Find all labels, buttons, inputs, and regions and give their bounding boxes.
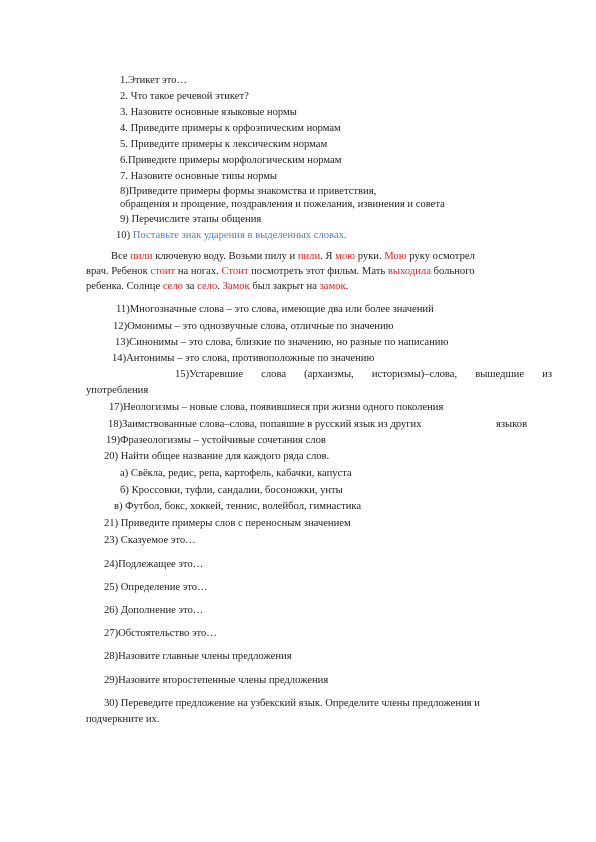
definition-15-cont: употребления <box>86 385 149 396</box>
question-4: 4. Приведите примеры к орфоэпическим нормам <box>120 123 341 134</box>
question-23: 23) Сказуемое это… <box>104 535 196 546</box>
definition-13: 13)Синонимы – это слова, близкие по значению, но разные по написанию <box>115 337 449 348</box>
question-30: 30) Переведите предложение на узбекский язык. Определите члены предложения и <box>104 698 480 709</box>
highlighted-word: Замок <box>222 281 250 292</box>
question-10 <box>116 229 347 242</box>
text-segment: врач. Ребенок <box>86 266 151 277</box>
text-segment: ключевую воду. Возьми пилу и <box>152 251 298 262</box>
highlighted-word: выходила <box>387 266 431 277</box>
question-26: 26) Дополнение это… <box>104 605 204 616</box>
definition-18: 18)Заимствованные слова–слова, попавшие в русский язык из других <box>108 419 422 430</box>
text-segment: больного <box>430 266 475 277</box>
question-20: 20) Найти общее название для каждого ряда слов. <box>104 451 330 462</box>
highlighted-word: село <box>162 281 183 292</box>
definition-19: 19)Фразеологизмы – устойчивые сочетания слов <box>106 435 326 446</box>
highlighted-word: замок <box>319 281 346 292</box>
question-25: 25) Определение это… <box>104 582 208 593</box>
question-9: 9) Перечислите этапы общения <box>120 214 262 225</box>
highlighted-word: пили <box>130 251 153 262</box>
text-segment: Все <box>111 251 131 262</box>
definition-18-tail: языков <box>496 419 528 430</box>
text-segment: ребенка. Солнце <box>86 281 163 292</box>
question-2: 2. Что такое речевой этикет? <box>120 91 249 102</box>
question-7: 7. Назовите основные типы нормы <box>120 171 278 182</box>
definition-17: 17)Неологизмы – новые слова, появившиеся при жизни одного поколения <box>109 402 444 413</box>
question-28: 28)Назовите главные члены предложения <box>104 651 292 662</box>
highlighted-word: пили <box>297 251 321 262</box>
definition-11: 11)Многозначные слова – это слова, имеющие два или более значений <box>116 304 434 315</box>
text-segment: был закрыт на <box>249 281 320 292</box>
question-20-item-a: а) Свёкла, редис, репа, картофель, кабачки, капуста <box>120 468 352 479</box>
question-6: 6.Приведите примеры морфологическим нормам <box>120 155 342 166</box>
text-segment: . <box>345 281 349 292</box>
question-29: 29)Назовите второстепенные члены предложения <box>104 675 329 686</box>
text-segment: посмотреть этот фильм. Мать <box>248 266 388 277</box>
question-20-item-c: в) Футбол, бокс, хоккей, теннис, волейбол, гимнастика <box>114 501 362 512</box>
question-8-cont: обращения и прощение, поздравления и пожелания, извинения и совета <box>120 199 445 210</box>
question-5: 5. Приведите примеры к лексическим нормам <box>120 139 328 150</box>
definition-15: 15)Устаревшие слова (архаизмы, историзмы)–слова, вышедшие из <box>175 369 552 380</box>
stress-line-3 <box>86 280 348 293</box>
question-10-text: Поставьте знак ударения в выделенных словах. <box>132 230 347 241</box>
highlighted-word: стоит <box>150 266 176 277</box>
stress-line-1 <box>111 250 475 263</box>
question-3: 3. Назовите основные языковые нормы <box>120 107 297 118</box>
highlighted-word: мою <box>335 251 356 262</box>
question-27: 27)Обстоятельство это… <box>104 628 217 639</box>
definition-14: 14)Антонимы – это слова, противоположные по значению <box>112 353 375 364</box>
highlighted-word: село <box>197 281 218 292</box>
text-segment: . <box>217 281 223 292</box>
question-30-cont: подчеркните их. <box>86 714 160 725</box>
text-segment: за <box>182 281 198 292</box>
highlighted-word: Стоит <box>221 266 249 277</box>
text-segment: . Я <box>320 251 336 262</box>
definition-12: 12)Омонимы – это однозвучные слова, отличные по значению <box>113 321 394 332</box>
question-21: 21) Приведите примеры слов с переносным значением <box>104 518 351 529</box>
question-20-item-b: б) Кроссовки, туфли, сандалии, босоножки, унты <box>120 485 343 496</box>
question-10-number: 10) <box>116 230 133 241</box>
highlighted-word: Мою <box>384 251 407 262</box>
text-segment: руку осмотрел <box>406 251 475 262</box>
question-24: 24)Подлежащее это… <box>104 559 204 570</box>
text-segment: руки. <box>355 251 385 262</box>
question-8: 8)Приведите примеры формы знакомства и приветствия, <box>120 186 377 197</box>
question-1: 1.Этикет это… <box>120 75 188 86</box>
text-segment: на ногах. <box>175 266 222 277</box>
stress-line-2 <box>86 265 475 278</box>
